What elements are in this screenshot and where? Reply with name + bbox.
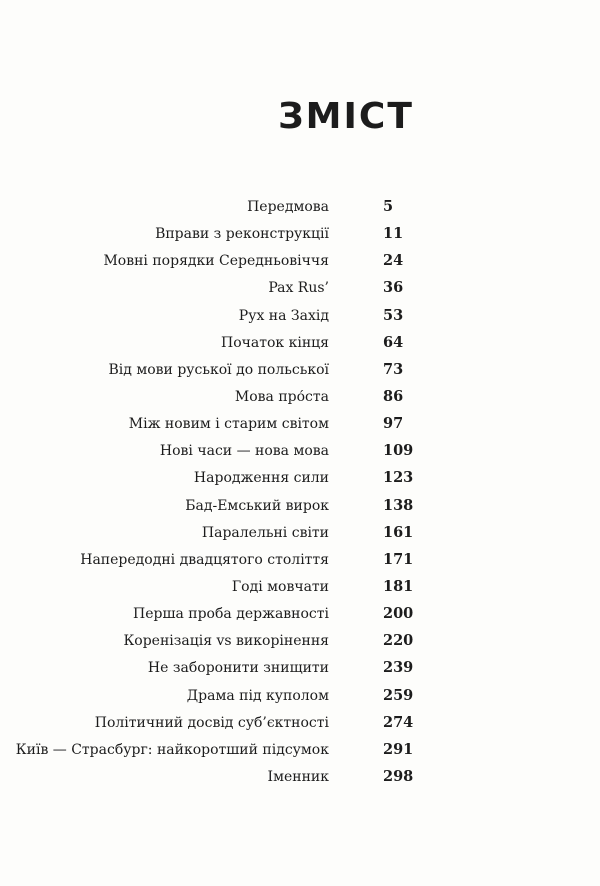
toc-entry <box>0 713 600 740</box>
toc-entry <box>0 767 600 794</box>
toc-entry-title: Не заборонити знищити <box>147 660 329 677</box>
toc-entry-title: Мова про́ста <box>234 388 329 405</box>
table-of-contents <box>0 197 600 794</box>
toc-entry-page: 291 <box>383 740 414 758</box>
toc-entry-title: Бад-Емський вирок <box>185 497 329 514</box>
toc-entry-title: Паралельні світи <box>201 524 329 541</box>
toc-entry-title: Від мови руської до польської <box>108 361 329 378</box>
toc-entry-page: 171 <box>383 550 414 568</box>
toc-entry-page: 181 <box>383 577 414 595</box>
toc-entry <box>0 441 600 468</box>
toc-entry-title: Нові часи — нова мова <box>159 443 329 460</box>
toc-entry-page: 161 <box>383 523 414 541</box>
toc-entry-page: 64 <box>383 333 404 351</box>
toc-entry <box>0 631 600 658</box>
toc-entry-title: Політичний досвід суб’єктності <box>94 714 329 731</box>
toc-entry-page: 138 <box>383 496 414 514</box>
toc-entry-page: 5 <box>383 198 394 215</box>
toc-entry-page: 53 <box>383 306 404 324</box>
toc-entry <box>0 550 600 577</box>
toc-entry-title: Передмова <box>247 199 329 215</box>
toc-entry-page: 298 <box>383 767 414 785</box>
toc-entry <box>0 414 600 441</box>
toc-entry <box>0 333 600 360</box>
toc-entry-page: 97 <box>383 415 404 433</box>
toc-entry-page: 200 <box>383 605 414 623</box>
toc-entry <box>0 387 600 414</box>
toc-entry-title: Народження сили <box>193 470 329 487</box>
toc-entry-title: Між новим і старим світом <box>128 416 329 433</box>
toc-entry <box>0 197 600 224</box>
toc-entry-title: Іменник <box>267 768 329 785</box>
toc-entry <box>0 496 600 523</box>
toc-entry-page: 11 <box>383 225 404 243</box>
toc-entry <box>0 577 600 604</box>
toc-entry-title: Київ — Страсбург: найкоротший підсумок <box>15 741 329 758</box>
toc-entry-title: Перша проба державності <box>132 606 329 623</box>
toc-entry <box>0 251 600 278</box>
toc-entry-title: Драма під куполом <box>186 687 329 704</box>
toc-entry-page: 73 <box>383 360 404 378</box>
toc-entry-page: 239 <box>383 659 414 677</box>
toc-entry <box>0 686 600 713</box>
toc-entry-page: 123 <box>383 469 414 487</box>
toc-entry-page: 259 <box>383 686 414 704</box>
toc-entry-page: 220 <box>383 632 414 650</box>
toc-entry-title: Напередодні двадцятого століття <box>80 551 329 568</box>
toc-entry <box>0 523 600 550</box>
toc-entry-page: 109 <box>383 442 414 460</box>
toc-entry <box>0 468 600 495</box>
toc-entry <box>0 306 600 333</box>
toc-entry <box>0 740 600 767</box>
toc-entry-title: Початок кінця <box>220 334 329 351</box>
toc-entry-page: 274 <box>383 713 414 731</box>
page-title: ЗМІСТ <box>278 96 414 137</box>
toc-entry-title: Коренізація vs викорінення <box>123 633 329 650</box>
toc-entry-title: Мовні порядки Середньовіччя <box>103 253 329 270</box>
toc-entry-title: Вправи з реконструкції <box>155 226 329 243</box>
toc-entry <box>0 658 600 685</box>
toc-entry <box>0 360 600 387</box>
toc-entry <box>0 604 600 631</box>
toc-entry-title: Годі мовчати <box>231 578 329 595</box>
toc-entry <box>0 224 600 251</box>
toc-entry-page: 24 <box>383 252 404 270</box>
toc-entry-page: 86 <box>383 387 404 405</box>
toc-entry-title: Pax Rus’ <box>268 280 329 297</box>
toc-entry <box>0 278 600 305</box>
toc-entry-page: 36 <box>383 279 404 297</box>
toc-entry-title: Рух на Захід <box>238 307 329 324</box>
